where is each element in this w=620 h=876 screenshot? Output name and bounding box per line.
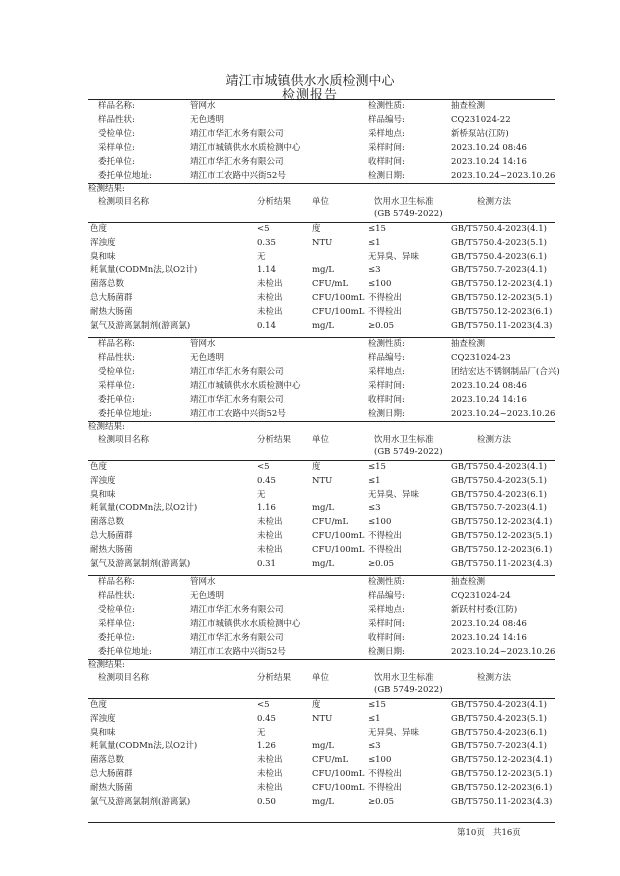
table-cell-result: 未检出 [257,306,283,317]
table-cell-result: <5 [257,224,270,234]
table-cell-method: GB/T5750.11-2023(4.3) [451,558,553,569]
sample-no-label: 样品编号: [368,591,405,601]
table-cell-method: GB/T5750.12-2023(6.1) [451,782,553,793]
page-footer [457,826,521,838]
col-standard-code: (GB 5749-2022) [374,685,443,695]
test-nature-value: 抽查检测 [451,339,486,349]
sample-no-value: CQ231024-24 [451,591,511,601]
table-cell-item: 总大肠菌群 [90,293,133,303]
table-cell-unit: mg/L [312,796,335,807]
table-cell-method: GB/T5750.4-2023(4.1) [451,224,547,234]
results-label: 检测结果: [88,184,125,194]
results-label: 检测结果: [88,422,125,432]
table-cell-result: 1.14 [257,265,276,276]
table-cell-result: 未检出 [257,517,283,528]
results-rule [88,183,555,184]
table-cell-unit: 度 [312,462,321,472]
table-cell-result: 未检出 [257,279,283,290]
test-date-value: 2023.10.24~2023.10.26 [451,647,556,657]
table-cell-unit: NTU [312,237,333,248]
col-method-header: 检测方法 [477,435,512,445]
table-cell-standard: ≤3 [368,503,381,514]
test-date-label: 检测日期: [368,171,405,181]
sample-state-value: 无色透明 [190,353,225,363]
results-rule [88,659,555,660]
table-cell-result: 无 [257,251,266,262]
table-cell-standard: ≤15 [368,224,386,234]
table-cell-standard: ≤100 [368,755,392,766]
table-cell-standard: ≤3 [368,741,381,752]
section-top-rule [88,575,555,576]
table-cell-result: 0.35 [257,237,276,248]
sampling-site-value: 新跃村村委(江防) [451,605,518,615]
table-cell-unit: CFU/100mL [312,293,365,303]
table-cell-result: 0.45 [257,475,276,486]
sampling-site-label: 采样地点: [368,129,405,139]
col-standard-header: 饮用水卫生标准 [374,673,434,683]
commissioning-unit-label: 委托单位: [98,157,135,167]
table-cell-standard: ≥0.05 [368,796,395,807]
table-cell-item: 菌落总数 [90,517,125,528]
table-cell-item: 氯气及游离氯制剂(游离氯) [90,558,191,569]
table-cell-standard: ≤1 [368,475,381,486]
table-cell-standard: 无异臭、异味 [368,489,420,500]
test-nature-label: 检测性质: [368,339,405,349]
sampling-unit-value: 靖江市城镇供水水质检测中心 [190,619,301,629]
table-header-rule [88,222,555,223]
inspected-unit-value: 靖江市华汇水务有限公司 [190,605,284,615]
commissioning-unit-value: 靖江市华汇水务有限公司 [190,157,284,167]
table-cell-unit: CFU/mL [312,517,349,528]
section-top-rule [88,99,555,100]
table-cell-item: 耐热大肠菌 [90,306,133,317]
table-cell-unit: mg/L [312,558,335,569]
sampling-site-label: 采样地点: [368,367,405,377]
table-cell-method: GB/T5750.4-2023(5.1) [451,475,547,486]
table-cell-standard: 不得检出 [368,782,403,793]
report-title: 检测报告 [281,88,338,103]
sampling-unit-label: 采样单位: [98,143,135,153]
commissioning-unit-label: 委托单位: [98,395,135,405]
commissioning-address-value: 靖江市工农路中兴街52号 [190,171,286,181]
table-cell-unit: mg/L [312,503,335,514]
sampling-unit-label: 采样单位: [98,619,135,629]
results-rule [88,421,555,422]
page-number: 第10页 [457,828,485,838]
receipt-time-label: 收样时间: [368,157,405,167]
commissioning-address-value: 靖江市工农路中兴街52号 [190,647,286,657]
table-cell-item: 臭和味 [90,489,116,500]
table-cell-unit: CFU/mL [312,279,349,290]
col-method-header: 检测方法 [477,673,512,683]
table-cell-standard: 不得检出 [368,769,403,779]
test-nature-value: 抽查检测 [451,101,486,111]
table-cell-method: GB/T5750.4-2023(6.1) [451,489,547,500]
table-cell-unit: NTU [312,475,333,486]
sample-name-value: 管网水 [190,101,216,111]
table-cell-item: 菌落总数 [90,279,125,290]
test-date-value: 2023.10.24~2023.10.26 [451,171,556,181]
table-cell-unit: NTU [312,713,333,724]
table-header-rule [88,460,555,461]
col-standard-code: (GB 5749-2022) [374,209,443,219]
table-cell-method: GB/T5750.4-2023(4.1) [451,462,547,472]
col-standard-code: (GB 5749-2022) [374,447,443,457]
col-item-header: 检测项目名称 [98,673,150,683]
table-cell-unit: CFU/100mL [312,306,365,317]
receipt-time-value: 2023.10.24 14:16 [451,157,527,167]
sampling-unit-value: 靖江市城镇供水水质检测中心 [190,143,301,153]
table-cell-standard: ≥0.05 [368,320,395,331]
sample-name-label: 样品名称: [98,101,135,111]
table-cell-item: 色度 [90,700,108,710]
table-cell-method: GB/T5750.12-2023(6.1) [451,306,553,317]
table-cell-standard: 不得检出 [368,293,403,303]
inspected-unit-label: 受检单位: [98,129,135,139]
table-cell-unit: mg/L [312,320,335,331]
table-cell-method: GB/T5750.7-2023(4.1) [451,741,547,752]
table-cell-item: 色度 [90,462,108,472]
receipt-time-label: 收样时间: [368,395,405,405]
table-cell-standard: ≤1 [368,713,381,724]
sampling-time-value: 2023.10.24 08:46 [451,143,527,153]
table-cell-standard: 不得检出 [368,531,403,541]
page-total: 共16页 [492,828,521,838]
table-cell-item: 臭和味 [90,251,116,262]
table-header-rule [88,698,555,699]
table-cell-item: 臭和味 [90,727,116,738]
table-cell-result: 无 [257,489,266,500]
col-standard-header: 饮用水卫生标准 [374,435,434,445]
table-cell-unit: CFU/100mL [312,782,365,793]
table-cell-method: GB/T5750.4-2023(5.1) [451,237,547,248]
table-cell-item: 总大肠菌群 [90,769,133,779]
table-cell-standard: 不得检出 [368,306,403,317]
sampling-unit-value: 靖江市城镇供水水质检测中心 [190,381,301,391]
commissioning-unit-value: 靖江市华汇水务有限公司 [190,633,284,643]
table-cell-method: GB/T5750.4-2023(6.1) [451,251,547,262]
table-cell-item: 氯气及游离氯制剂(游离氯) [90,320,191,331]
sampling-site-label: 采样地点: [368,605,405,615]
test-nature-label: 检测性质: [368,577,405,587]
table-cell-item: 耗氧量(CODMn法,以O2计) [90,265,198,276]
commissioning-address-label: 委托单位地址: [98,171,152,181]
table-cell-method: GB/T5750.4-2023(6.1) [451,727,547,738]
table-cell-unit: CFU/100mL [312,544,365,555]
table-cell-item: 菌落总数 [90,755,125,766]
table-cell-method: GB/T5750.12-2023(4.1) [451,755,553,766]
table-cell-item: 总大肠菌群 [90,531,133,541]
col-unit-header: 单位 [312,673,330,683]
table-cell-standard: ≤100 [368,517,392,528]
commissioning-unit-value: 靖江市华汇水务有限公司 [190,395,284,405]
table-cell-method: GB/T5750.12-2023(4.1) [451,517,553,528]
commissioning-address-value: 靖江市工农路中兴街52号 [190,409,286,419]
table-cell-standard: ≤1 [368,237,381,248]
table-cell-standard: 无异臭、异味 [368,727,420,738]
table-cell-unit: 度 [312,224,321,234]
results-label: 检测结果: [88,660,125,670]
test-nature-label: 检测性质: [368,101,405,111]
sampling-site-value: 团结宏达不锈钢制品厂(合兴) [451,367,560,377]
test-date-label: 检测日期: [368,647,405,657]
table-cell-standard: ≤100 [368,279,392,290]
table-cell-method: GB/T5750.7-2023(4.1) [451,503,547,514]
table-cell-result: 未检出 [257,531,283,541]
sampling-time-value: 2023.10.24 08:46 [451,619,527,629]
table-cell-item: 氯气及游离氯制剂(游离氯) [90,796,191,807]
receipt-time-value: 2023.10.24 14:16 [451,633,527,643]
table-cell-method: GB/T5750.12-2023(5.1) [451,531,553,541]
inspected-unit-value: 靖江市华汇水务有限公司 [190,129,284,139]
sampling-time-label: 采样时间: [368,619,405,629]
sample-no-label: 样品编号: [368,115,405,125]
table-cell-item: 浑浊度 [90,237,116,248]
sample-no-value: CQ231024-23 [451,353,511,363]
table-cell-result: 0.31 [257,558,276,569]
table-cell-item: 浑浊度 [90,475,116,486]
table-cell-method: GB/T5750.11-2023(4.3) [451,796,553,807]
sample-name-label: 样品名称: [98,577,135,587]
table-cell-standard: ≤15 [368,700,386,710]
sample-state-label: 样品性状: [98,115,135,125]
sampling-time-value: 2023.10.24 08:46 [451,381,527,391]
sample-state-value: 无色透明 [190,591,225,601]
col-item-header: 检测项目名称 [98,197,150,207]
table-cell-standard: ≥0.05 [368,558,395,569]
table-cell-result: 未检出 [257,293,283,303]
commissioning-unit-label: 委托单位: [98,633,135,643]
table-cell-item: 耐热大肠菌 [90,544,133,555]
table-cell-result: 0.50 [257,796,276,807]
sample-state-label: 样品性状: [98,353,135,363]
receipt-time-label: 收样时间: [368,633,405,643]
table-cell-standard: ≤15 [368,462,386,472]
table-cell-standard: 不得检出 [368,544,403,555]
section-top-rule [88,337,555,338]
inspected-unit-value: 靖江市华汇水务有限公司 [190,367,284,377]
sampling-time-label: 采样时间: [368,143,405,153]
table-cell-result: 0.45 [257,713,276,724]
table-cell-method: GB/T5750.12-2023(5.1) [451,769,553,779]
test-nature-value: 抽查检测 [451,577,486,587]
inspected-unit-label: 受检单位: [98,367,135,377]
col-result-header: 分析结果 [257,673,292,683]
table-cell-result: <5 [257,462,270,472]
table-cell-result: 无 [257,727,266,738]
sample-name-value: 管网水 [190,339,216,349]
table-cell-result: 0.14 [257,320,276,331]
inspected-unit-label: 受检单位: [98,605,135,615]
table-cell-item: 色度 [90,224,108,234]
sample-name-value: 管网水 [190,577,216,587]
table-cell-result: 未检出 [257,782,283,793]
table-cell-unit: mg/L [312,265,335,276]
col-unit-header: 单位 [312,435,330,445]
test-date-value: 2023.10.24~2023.10.26 [451,409,556,419]
table-cell-standard: 无异臭、异味 [368,251,420,262]
table-cell-method: GB/T5750.12-2023(6.1) [451,544,553,555]
sample-state-value: 无色透明 [190,115,225,125]
org-title: 靖江市城镇供水水质检测中心 [225,74,395,89]
table-cell-unit: 度 [312,700,321,710]
table-cell-method: GB/T5750.11-2023(4.3) [451,320,553,331]
col-unit-header: 单位 [312,197,330,207]
table-cell-result: 1.26 [257,741,276,752]
bottom-rule [88,822,555,823]
table-cell-item: 耗氧量(CODMn法,以O2计) [90,503,198,514]
sample-state-label: 样品性状: [98,591,135,601]
table-cell-method: GB/T5750.4-2023(4.1) [451,700,547,710]
table-cell-result: 1.16 [257,503,276,514]
sampling-time-label: 采样时间: [368,381,405,391]
table-cell-method: GB/T5750.12-2023(5.1) [451,293,553,303]
table-cell-result: <5 [257,700,270,710]
commissioning-address-label: 委托单位地址: [98,409,152,419]
col-standard-header: 饮用水卫生标准 [374,197,434,207]
sample-name-label: 样品名称: [98,339,135,349]
test-date-label: 检测日期: [368,409,405,419]
table-cell-method: GB/T5750.7-2023(4.1) [451,265,547,276]
table-cell-unit: mg/L [312,741,335,752]
sample-no-label: 样品编号: [368,353,405,363]
col-result-header: 分析结果 [257,197,292,207]
table-cell-result: 未检出 [257,544,283,555]
table-cell-item: 耐热大肠菌 [90,782,133,793]
table-cell-item: 浑浊度 [90,713,116,724]
col-item-header: 检测项目名称 [98,435,150,445]
col-result-header: 分析结果 [257,435,292,445]
receipt-time-value: 2023.10.24 14:16 [451,395,527,405]
sampling-site-value: 新桥泵站(江防) [451,129,509,139]
table-cell-unit: CFU/mL [312,755,349,766]
table-cell-result: 未检出 [257,755,283,766]
table-cell-result: 未检出 [257,769,283,779]
table-cell-method: GB/T5750.4-2023(5.1) [451,713,547,724]
sampling-unit-label: 采样单位: [98,381,135,391]
table-cell-unit: CFU/100mL [312,769,365,779]
sample-no-value: CQ231024-22 [451,115,511,125]
table-cell-unit: CFU/100mL [312,531,365,541]
commissioning-address-label: 委托单位地址: [98,647,152,657]
table-cell-item: 耗氧量(CODMn法,以O2计) [90,741,198,752]
col-method-header: 检测方法 [477,197,512,207]
table-cell-method: GB/T5750.12-2023(4.1) [451,279,553,290]
table-cell-standard: ≤3 [368,265,381,276]
